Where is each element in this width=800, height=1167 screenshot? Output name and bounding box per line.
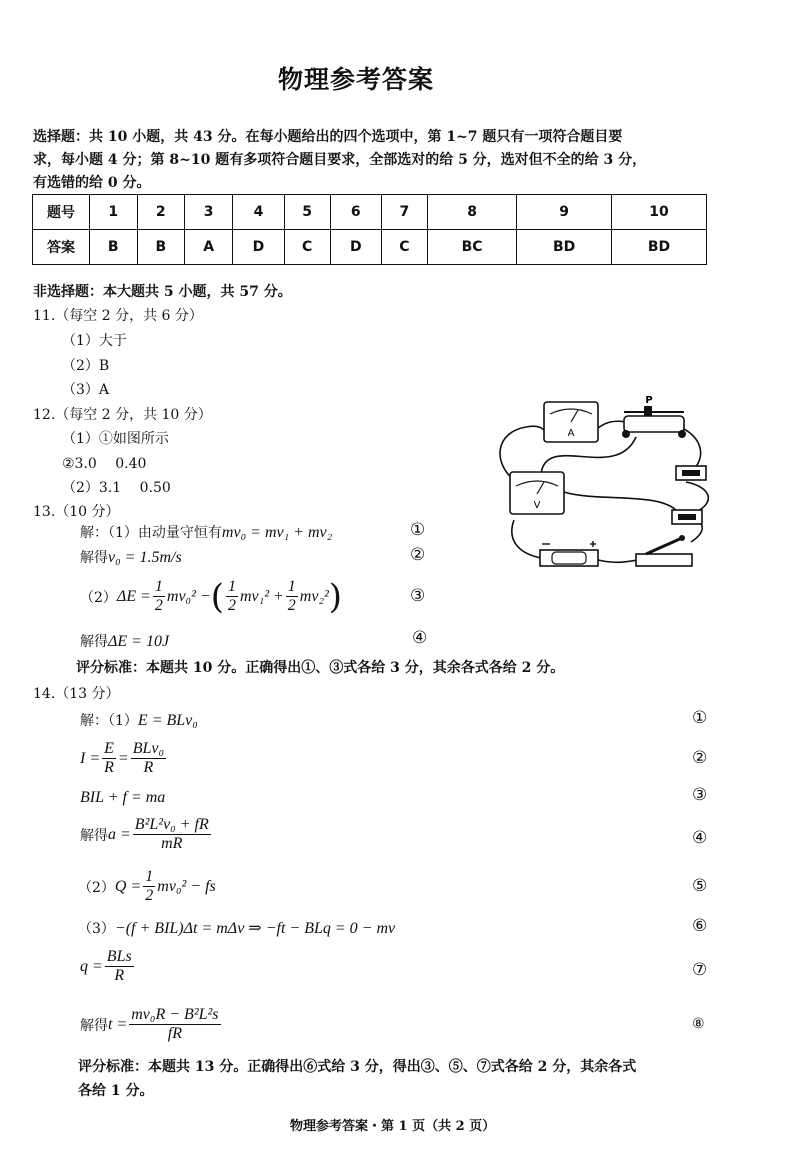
q14-step-6-text: （3） bbox=[78, 921, 115, 937]
q14-mark-2: ② bbox=[692, 748, 708, 768]
mc-intro-line3: 有选错的给 0 分。 bbox=[33, 175, 151, 191]
q14-step-8 bbox=[80, 1006, 223, 1043]
table-cell-number: 1 bbox=[90, 195, 138, 230]
q14-step-5-left: Q = bbox=[114, 877, 142, 895]
page-footer: 物理参考答案・第 1 页（共 2 页） bbox=[290, 1119, 496, 1134]
table-header-number: 题号 bbox=[33, 195, 90, 230]
mc-intro-line2: 求，每小题 4 分；第 8~10 题有多项符合题目要求，全部选对的给 5 分，选对但不全的给 3 分， bbox=[33, 152, 647, 168]
fraction-half: $\frac{1}{2}$ bbox=[154, 578, 163, 614]
q13-mark-2: ② bbox=[410, 545, 426, 565]
q13-step-4-text: 解得 bbox=[80, 634, 108, 650]
q13-step-2-text: 解得 bbox=[80, 550, 108, 566]
circuit-diagram bbox=[486, 392, 726, 582]
q14-mark-5: ⑤ bbox=[692, 876, 708, 896]
non-mc-intro: 非选择题：本大题共 5 小题，共 57 分。 bbox=[33, 284, 292, 300]
q14-step-3-formula: BIL + f = ma bbox=[80, 789, 166, 806]
q13-step-4-formula: ΔE = 10J bbox=[108, 633, 170, 650]
table-cell-number: 5 bbox=[284, 195, 330, 230]
q12-heading: 12.（每空 2 分，共 10 分） bbox=[33, 407, 212, 423]
q11-answer-2: （2）B bbox=[62, 358, 110, 374]
voltmeter-icon bbox=[510, 472, 564, 514]
table-cell-answer: BC bbox=[427, 230, 516, 265]
q14-step-1 bbox=[80, 710, 198, 730]
fraction-e-over-r: $\frac{E}{R}$ bbox=[104, 740, 114, 776]
q12-answer-1: （1）①如图所示 bbox=[62, 431, 169, 447]
q14-mark-3: ③ bbox=[692, 785, 708, 805]
q14-step-5 bbox=[78, 868, 216, 905]
q14-step-2-left: I = bbox=[80, 749, 101, 767]
battery-icon bbox=[540, 541, 598, 566]
q13-step-3-left: ΔE = bbox=[116, 587, 151, 605]
table-cell-number: 8 bbox=[427, 195, 516, 230]
q14-heading: 14.（13 分） bbox=[33, 686, 120, 702]
table-cell-number: 7 bbox=[381, 195, 427, 230]
q11-answer-1: （1）大于 bbox=[62, 333, 127, 349]
table-cell-number: 2 bbox=[137, 195, 185, 230]
q13-step-2-formula: v₀ = 1.5m/s bbox=[108, 549, 182, 566]
q13-mark-4: ④ bbox=[412, 628, 428, 648]
q13-step-1 bbox=[80, 522, 332, 542]
table-cell-number: 10 bbox=[612, 195, 707, 230]
answer-table-answer-row bbox=[33, 230, 707, 265]
q14-mark-6: ⑥ bbox=[692, 916, 708, 936]
fraction-a-expression: $\frac{\text{B²L²v₀ + fR}}{mR}$ bbox=[134, 816, 209, 852]
q13-step-1-text: 解：（1）由动量守恒有 bbox=[80, 525, 222, 541]
q11-heading: 11.（每空 2 分，共 6 分） bbox=[33, 308, 203, 324]
table-cell-answer: C bbox=[284, 230, 330, 265]
page-title: 物理参考答案 bbox=[278, 65, 435, 94]
table-cell-answer: C bbox=[381, 230, 427, 265]
q14-mark-1: ① bbox=[692, 708, 708, 728]
q13-mark-3: ③ bbox=[410, 586, 426, 606]
ammeter-icon bbox=[544, 402, 598, 442]
q13-step-3-text: （2） bbox=[80, 589, 117, 606]
answer-table-number-row bbox=[33, 195, 707, 230]
answer-table bbox=[32, 194, 707, 265]
q11-answer-3: （3）A bbox=[62, 382, 110, 398]
q14-scoring-line2: 各给 1 分。 bbox=[78, 1083, 154, 1099]
q12-answer-2: ②3.0 0.40 bbox=[62, 456, 147, 472]
q13-step-3 bbox=[80, 578, 342, 615]
q14-step-5-text: （2） bbox=[78, 879, 115, 896]
q13-dE-term-1: mv₀² − bbox=[166, 587, 211, 605]
table-cell-answer: D bbox=[233, 230, 284, 265]
fraction-q-expression: $\frac{\text{BLs}}{R}$ bbox=[106, 948, 132, 984]
q14-step-3 bbox=[80, 787, 165, 807]
resistor-icon bbox=[672, 510, 702, 524]
q14-step-2 bbox=[80, 740, 168, 777]
mc-intro-line1: 选择题：共 10 小题，共 43 分。在每小题给出的四个选项中，第 1~7 题只有一项符合题目要 bbox=[33, 129, 623, 145]
table-cell-answer: D bbox=[330, 230, 381, 265]
ammeter-label: A bbox=[567, 428, 575, 439]
circuit-wire bbox=[512, 520, 541, 558]
slide-rheostat-icon bbox=[622, 395, 686, 438]
fraction-blv-over-r: $\frac{\text{BLv₀}}{R}$ bbox=[132, 740, 165, 776]
q14-mark-4: ④ bbox=[692, 828, 708, 848]
table-cell-number: 4 bbox=[233, 195, 284, 230]
q14-scoring-line1: 评分标准：本题共 13 分。正确得出⑥式给 3 分，得出③、⑤、⑦式各给 2 分，其余各式 bbox=[78, 1059, 637, 1075]
q13-step-4 bbox=[80, 631, 169, 651]
table-cell-answer: B bbox=[137, 230, 185, 265]
fraction-t-expression: $\frac{\text{mv₀R − B²L²s}}{fR}$ bbox=[131, 1006, 219, 1042]
q14-step-8-left: t = bbox=[108, 1015, 128, 1033]
table-cell-answer: BD bbox=[517, 230, 612, 265]
q14-step-6-formula: −(f + BIL)Δt = mΔv ⇒ −ft − BLq = 0 − mv bbox=[114, 920, 396, 937]
table-cell-answer: B bbox=[90, 230, 138, 265]
table-cell-number: 6 bbox=[330, 195, 381, 230]
table-cell-number: 9 bbox=[517, 195, 612, 230]
fraction-half: $\frac{1}{2}$ bbox=[227, 578, 236, 614]
q13-step-2 bbox=[80, 547, 182, 567]
resistor-icon bbox=[676, 466, 706, 480]
q12-answer-3: （2）3.1 0.50 bbox=[62, 480, 171, 496]
q14-step-5-right: mv₀² − fs bbox=[157, 877, 216, 895]
table-cell-answer: BD bbox=[612, 230, 707, 265]
q14-step-1-text: 解：（1） bbox=[80, 713, 138, 729]
q14-mark-8: ⑧ bbox=[692, 1016, 705, 1032]
table-cell-number: 3 bbox=[185, 195, 233, 230]
fraction-half: $\frac{1}{2}$ bbox=[145, 868, 154, 904]
equals-sign: = bbox=[117, 749, 129, 767]
fraction-half: $\frac{1}{2}$ bbox=[287, 578, 296, 614]
switch-icon bbox=[636, 535, 692, 566]
circuit-wire bbox=[598, 560, 638, 562]
q14-step-7-left: q = bbox=[80, 957, 103, 975]
q14-step-6 bbox=[78, 918, 395, 938]
q13-step-1-formula: mv₀ = mv₁ + mv₂ bbox=[221, 524, 333, 541]
q14-step-4-text: 解得 bbox=[80, 827, 108, 844]
q14-step-4 bbox=[80, 816, 213, 853]
circuit-wire bbox=[564, 492, 676, 510]
slider-label: P bbox=[645, 395, 653, 406]
q13-dE-term-3: mv₂² bbox=[299, 587, 329, 605]
q13-heading: 13.（10 分） bbox=[33, 504, 120, 520]
left-paren: ( bbox=[210, 576, 224, 617]
circuit-wire bbox=[598, 421, 626, 428]
q14-step-4-left: a = bbox=[108, 825, 131, 843]
voltmeter-label: V bbox=[533, 500, 541, 511]
circuit-wire bbox=[686, 482, 708, 512]
q13-mark-1: ① bbox=[410, 520, 426, 540]
table-cell-answer: A bbox=[185, 230, 233, 265]
q14-step-1-formula: E = BLv₀ bbox=[137, 712, 198, 729]
q14-mark-7: ⑦ bbox=[692, 960, 708, 980]
right-paren: ) bbox=[328, 576, 343, 617]
q14-step-7 bbox=[80, 948, 136, 985]
q13-dE-term-2: mv₁² + bbox=[239, 587, 284, 605]
q13-scoring: 评分标准：本题共 10 分。正确得出①、③式各给 3 分，其余各式各给 2 分。 bbox=[76, 660, 565, 676]
q14-step-8-text: 解得 bbox=[80, 1017, 108, 1034]
table-header-answer: 答案 bbox=[33, 230, 90, 265]
